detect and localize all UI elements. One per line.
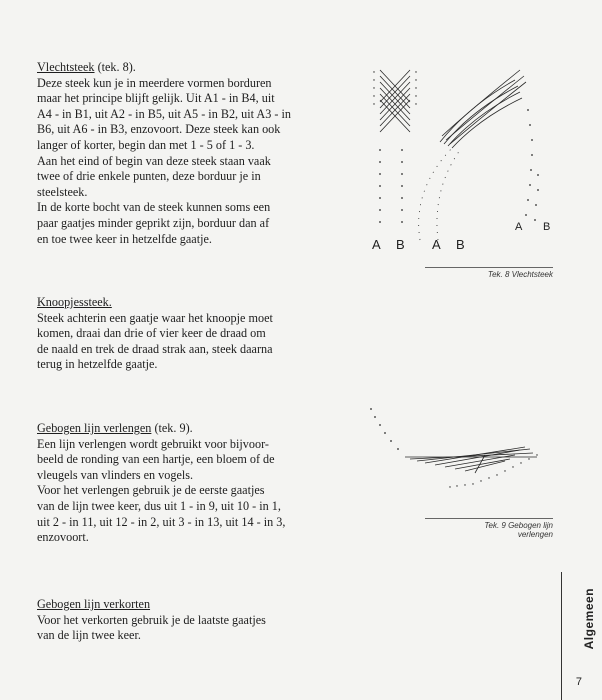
chapter-label: Algemeen [582, 588, 596, 650]
label-a: A [515, 221, 523, 233]
heading-suffix: (tek. 9). [151, 421, 193, 435]
body-line: beeld de ronding van een hartje, een bloem of de [37, 452, 275, 467]
body-line: vleugels van vlinders en vogels. [37, 467, 194, 482]
body-line: uit 2 - in 11, uit 12 - in 2, uit 3 - in 13, uit 14 - in 3, [37, 514, 286, 529]
body-line: Een lijn verlengen wordt gebruikt voor bijvoor- [37, 436, 269, 451]
body-line: Voor het verlengen gebruik je de eerste gaatjes [37, 483, 265, 498]
body-line: steelsteek. [37, 184, 88, 199]
body-line: enzovoort. [37, 530, 89, 545]
label-b: B [543, 221, 551, 233]
figure-tek8-vlechtsteek [360, 50, 560, 260]
heading-title: Knoopjessteek. [37, 295, 112, 309]
body-line: A4 - in B1, uit A2 - in B5, uit A5 - in B2, uit A3 - in [37, 106, 291, 121]
section-heading [37, 60, 337, 76]
section-knoopjessteek [37, 295, 337, 373]
heading-suffix: (tek. 8). [94, 60, 136, 74]
label-a: A [432, 237, 441, 252]
body-line: paar gaatjes minder geprikt zijn, borduur dan af [37, 215, 270, 230]
caption-rule [425, 267, 553, 268]
body-line: In de korte bocht van de steek kunnen soms een [37, 200, 271, 215]
heading-title: Vlechtsteek [37, 60, 95, 74]
label-a: A [372, 237, 381, 252]
body-line: twee of drie enkele punten, deze borduur je in [37, 169, 261, 184]
body-line: B6, uit A6 - in B3, enzovoort. Deze steek kan ook [37, 122, 281, 137]
body-line: Voor het verkorten gebruik je de laatste gaatjes [37, 612, 266, 627]
body-line: langer of korter, begin dan met 1 - 5 of 1 - 3. [37, 137, 255, 152]
label-b: B [396, 237, 405, 252]
body-line: maar het principe blijft gelijk. Uit A1 - in B4, uit [37, 91, 275, 106]
body-line: terug in hetzelfde gaatje. [37, 357, 158, 372]
body-line: Deze steek kun je in meerdere vormen borduren [37, 75, 272, 90]
section-gebogen-lijn-verlengen [37, 421, 337, 546]
heading-title: Gebogen lijn verkorten [37, 597, 151, 611]
body-line: Aan het eind of begin van deze steek staan vaak [37, 153, 271, 168]
caption-line: verlengen [517, 530, 553, 539]
body-line: de naald en trek de draad strak aan, steek daarna [37, 341, 273, 356]
section-gebogen-lijn-verkorten [37, 597, 337, 644]
page-number: 7 [575, 676, 582, 688]
caption-rule [425, 518, 553, 519]
body-line: en toe twee keer in hetzelfde gaatje. [37, 231, 212, 246]
label-b: B [456, 237, 465, 252]
section-vlechtsteek [37, 60, 337, 247]
section-heading [37, 597, 337, 613]
figure-tek9-gebogen-lijn [365, 405, 555, 510]
body-line: Steek achterin een gaatje waar het knoopje moet [37, 310, 273, 325]
figure-caption [425, 521, 553, 539]
section-heading [37, 295, 337, 311]
body-line: van de lijn twee keer. [37, 628, 141, 643]
body-line: van de lijn twee keer, dus uit 1 - in 9, uit 10 - in 1, [37, 498, 281, 513]
caption-line: Tek. 9 Gebogen lijn [484, 521, 553, 530]
section-heading [37, 421, 337, 437]
sidebar-rule [561, 572, 562, 700]
heading-title: Gebogen lijn verlengen [37, 421, 152, 435]
figure-caption: Tek. 8 Vlechtsteek [487, 270, 553, 279]
body-line: komen, draai dan drie of vier keer de draad om [37, 326, 266, 341]
